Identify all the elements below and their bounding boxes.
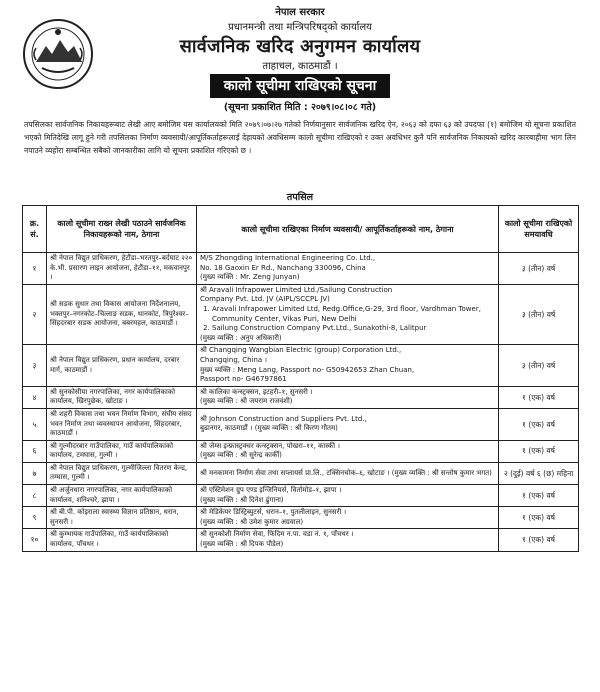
- table-row: [23, 440, 579, 462]
- row-blacklisted-firm: [197, 462, 499, 484]
- intro-paragraph: तपसिलका सार्वजनिक निकायहरूबाट लेखी आए बमोजिम यस कार्यालयको मिति २०७९।०७।२७ गतेको निर्णयानुसार सार्वजनिक खरिद ऐन, २०६३ को दफा ६३ को उपदफा (१) बमोजिम यो सूचना प्रकाशित भएको मितिदेखि लागू हुने गरी तपसिलका निर्माण व्यवसायी/आपूर्तिकर्ताहरूलाई देहायको अवधिसम्म कालो सूचीमा राखिएको र उक्त अवधिभर कुनै पनि सार्वजनिक निकायको खरिद कारबाहीमा भाग लिन नपाउने व्यहोरा सम्बन्धित सबैको जानकारीका लागि यो सूचना प्रकाशित गरिएको छ ।: [24, 120, 576, 155]
- row-public-entity: श्री बी.पी. कोइराला स्वास्थ्य विज्ञान प्रतिष्ठान, धरान, सुनसरी ।: [47, 507, 197, 529]
- row-serial-number: ६: [23, 440, 47, 462]
- firm-line: (मुख्य व्यक्ति : श्री दिपक पौडेल): [200, 540, 284, 549]
- row-blacklist-period: १ (एक) वर्ष: [499, 485, 579, 507]
- row-blacklisted-firm: [197, 440, 499, 462]
- header-firm: कालो सूचीमा राखिएका निर्माण व्यवसायी/ आपूर्तिकर्ताहरूको नाम, ठेगाना: [197, 206, 499, 253]
- firm-line: श्री Changqing Wangbian Electric (group) Corporation Ltd.,: [200, 346, 402, 355]
- row-serial-number: १: [23, 253, 47, 285]
- office-title: सार्वजनिक खरिद अनुगमन कार्यालय: [179, 36, 421, 57]
- firm-line: (मुख्य व्यक्ति : श्री सुरेन्द्र कार्की): [200, 451, 282, 460]
- row-blacklisted-firm: [197, 485, 499, 507]
- row-blacklist-period: १ (एक) वर्ष: [499, 529, 579, 551]
- row-serial-number: ८: [23, 485, 47, 507]
- row-serial-number: ५: [23, 408, 47, 440]
- row-blacklist-period: ३ (तीन) वर्ष: [499, 253, 579, 285]
- row-public-entity: श्री नेपाल विद्युत प्राधिकरण, प्रधान कार्यालय, दरबार मार्ग, काठमाडौं ।: [47, 345, 197, 386]
- row-blacklisted-firm: [197, 408, 499, 440]
- row-blacklist-period: ३ (तीन) वर्ष: [499, 284, 579, 345]
- notice-title: कालो सूचीमा राखिएको सूचना: [210, 74, 390, 98]
- publication-date: (सूचना प्रकाशित मिति : २०७९।०८।०८ गते): [223, 102, 377, 113]
- firm-member-item: 1. Aravali Infrapower Limited Ltd, Redg.Office,G-29, 3rd floor, Vardhman Tower, Community Center, Vikas Puri, New Delhi: [212, 305, 495, 324]
- table-row: [23, 284, 579, 345]
- firm-line: श्री जेम्स इन्फ्रास्ट्रक्चर कन्स्ट्रक्सन, पोखरा–११, कास्की ।: [200, 441, 340, 450]
- table-row: [23, 485, 579, 507]
- firm-line: Passport no- G46797861: [200, 375, 287, 384]
- firm-line: श्री Johnson Construction and Suppliers Pvt. Ltd.,: [200, 414, 367, 423]
- row-blacklisted-firm: [197, 284, 499, 345]
- firm-line: श्री मनकामना निर्माण सेवा तथा सप्लायर्स प्रा.लि., टक्सिनचोक–६, खोटाङ । (मुख्य व्यक्ति : श्री सन्तोष कुमार भगत): [200, 468, 492, 477]
- table-row: [23, 529, 579, 551]
- firm-line: श्री मेडिकेयर डिस्ट्रिब्युटर्स, धरान–१, पुतलीलाइन, सुनसरी ।: [200, 508, 347, 517]
- office-name: प्रधानमन्त्री तथा मन्त्रिपरिषद्को कार्यालय: [228, 22, 372, 33]
- header-period: कालो सूचीमा राखिएको समयावधि: [499, 206, 579, 253]
- details-heading: तपसिल: [286, 192, 314, 203]
- table-row: [23, 345, 579, 386]
- row-public-entity: श्री शहरी विकास तथा भवन निर्माण विभाग, संघीय संसद भवन निर्माण तथा व्यवस्थापन आयोजना, सिंहदरबार, काठमाडौं ।: [47, 408, 197, 440]
- firm-line: Changqing, China ।: [200, 355, 268, 364]
- table-row: [23, 408, 579, 440]
- firm-member-list: [200, 305, 495, 334]
- row-blacklisted-firm: [197, 529, 499, 551]
- row-blacklist-period: ३ (तीन) वर्ष: [499, 345, 579, 386]
- firm-line: श्री एस्टिमेशन ग्रुप एण्ड इन्जिनियर्स, विर्तामोड–१, झापा ।: [200, 486, 342, 495]
- row-blacklisted-firm: [197, 253, 499, 285]
- row-serial-number: ३: [23, 345, 47, 386]
- firm-member-item: 2. Sailung Construction Company Pvt.Ltd., Sunakothi-8, Lalitpur: [212, 324, 495, 334]
- header-entity: कालो सूचीमा राख्न लेखी पठाउने सार्वजनिक निकायहरूको नाम, ठेगाना: [47, 206, 197, 253]
- table-row: [23, 253, 579, 285]
- row-public-entity: श्री अर्जुनधारा नगरपालिका, नगर कार्यपालिकाको कार्यालय, शनिश्चरे, झापा ।: [47, 485, 197, 507]
- row-public-entity: श्री गुल्मीदरबार गाउँपालिका, गाउँ कार्यपालिकाको कार्यालय, टमघास, गुल्मी ।: [47, 440, 197, 462]
- row-public-entity: श्री नेपाल विद्युत प्राधिकरण, गुल्मीजिल्ला वितरण केन्द्र, तम्घास, गुल्मी ।: [47, 462, 197, 484]
- firm-line: (मुख्य व्यक्ति : Mr. Zeng Junyan): [200, 273, 300, 282]
- row-public-entity: श्री कुम्भायक गाउँपालिका, गाउँ कार्यपालिकाको कार्यालय, पाँचथर ।: [47, 529, 197, 551]
- notice-title-bar: [0, 74, 600, 98]
- row-serial-number: १०: [23, 529, 47, 551]
- table-row: [23, 386, 579, 408]
- firm-line: श्री Aravali Infrapower Limited Ltd./Sailung Construction: [200, 285, 393, 294]
- row-blacklist-period: १ (एक) वर्ष: [499, 440, 579, 462]
- firm-line: बुढानगर, काठमाडौं । (मुख्य व्यक्ति : श्री किरण गौतम): [200, 424, 338, 433]
- table-row: [23, 462, 579, 484]
- table-row: [23, 507, 579, 529]
- row-serial-number: ७: [23, 462, 47, 484]
- row-serial-number: २: [23, 284, 47, 345]
- row-public-entity: श्री नेपाल विद्युत प्राधिकरण, हेटौंडा–भरतपुर–बर्दघाट २२० के.भी. प्रसारण लाइन आयोजना, हेटौंडा–११, मकवानपुर ।: [47, 253, 197, 285]
- office-location: ताहाचल, काठमाडौं ।: [262, 61, 338, 72]
- row-serial-number: ९: [23, 507, 47, 529]
- row-blacklist-period: २ (दुई) वर्ष ६ (छ) महिना: [499, 462, 579, 484]
- firm-line: M/S Zhongding International Engineering Co. Ltd.,: [200, 254, 376, 262]
- firm-line: मुख्य व्यक्ति : Meng Lang, Passport no- G50942653 Zhan Chuan,: [200, 365, 415, 374]
- row-public-entity: श्री सुनकोसीया नगरपालिका, नगर कार्यपालिकाको कार्यालय, खिरपुछेक, खोटाङ ।: [47, 386, 197, 408]
- row-blacklisted-firm: [197, 507, 499, 529]
- government-name: नेपाल सरकार: [275, 7, 325, 18]
- firm-contact-person: (मुख्य व्यक्ति : अनुप अधिकारी): [200, 333, 282, 342]
- firm-line: (मुख्य व्यक्ति : श्री जयराम राजवंशी): [200, 397, 293, 406]
- row-blacklist-period: १ (एक) वर्ष: [499, 507, 579, 529]
- row-public-entity: श्री सडक सुधार तथा विकास आयोजना निर्देशनालय, भक्तपुर–नगरकोट–चित्लाङ सडक, थानकोट, त्रिपुरेश्वर–सिंहदरबार सडक आयोजना, बबरमहल, काठमाडौं ।: [47, 284, 197, 345]
- table-header-row: [23, 206, 579, 253]
- firm-line: Company Pvt. Ltd. JV (AIPL/SCCPL JV): [200, 295, 330, 304]
- firm-line: (मुख्य व्यक्ति : श्री उमेश कुमार अग्रवाल): [200, 517, 304, 526]
- row-blacklisted-firm: [197, 386, 499, 408]
- row-serial-number: ४: [23, 386, 47, 408]
- row-blacklisted-firm: [197, 345, 499, 386]
- blacklist-table: [22, 205, 578, 552]
- header-sn: क्र. सं.: [23, 206, 47, 253]
- row-blacklist-period: १ (एक) वर्ष: [499, 386, 579, 408]
- firm-line: (मुख्य व्यक्ति : श्री दिनेश ढुंगाना): [200, 495, 284, 504]
- firm-line: No. 18 Gaoxin Er Rd., Nanchang 330096, China: [200, 263, 366, 272]
- firm-line: श्री सुनकोशी निर्माण सेवा, फिदिम न.पा. वडा नं. १, पाँचथर ।: [200, 530, 354, 539]
- firm-line: श्री कालिका कन्स्ट्रक्सन, इटहरी–१, सुनसरी ।: [200, 387, 313, 396]
- row-blacklist-period: १ (एक) वर्ष: [499, 408, 579, 440]
